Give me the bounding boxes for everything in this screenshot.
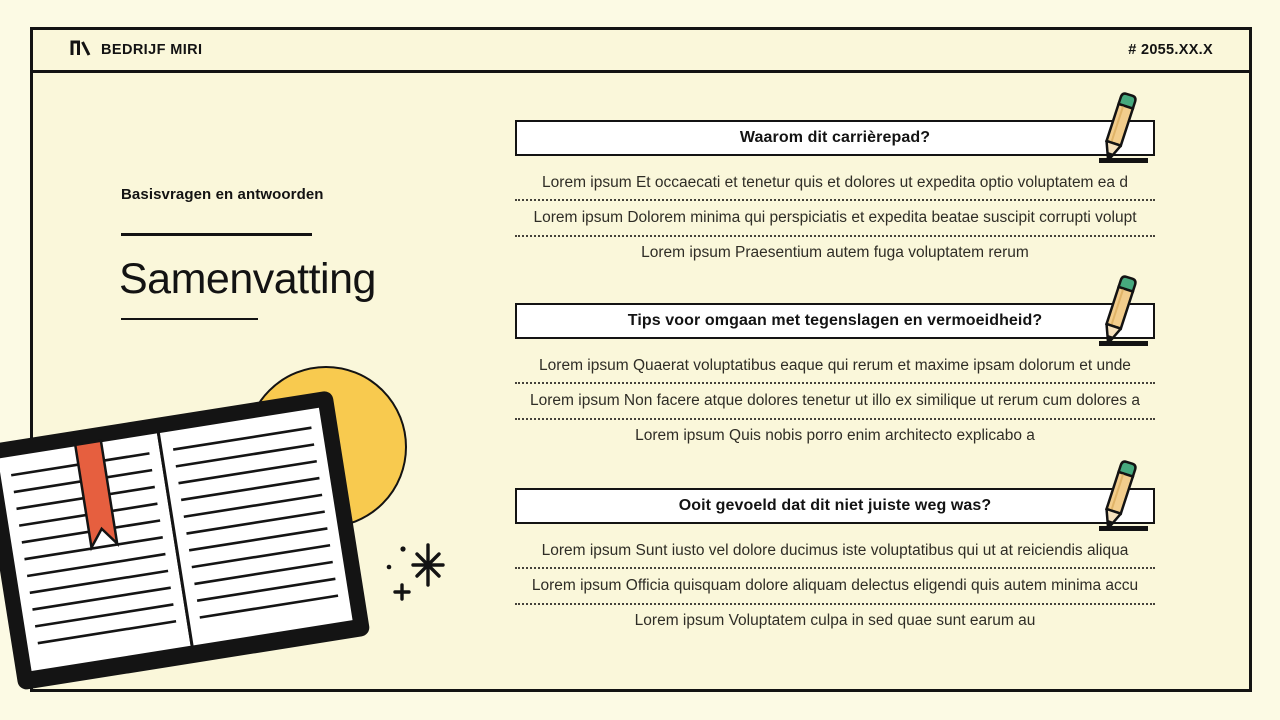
answer-line: Lorem ipsum Quaerat voluptatibus eaque qui rerum et maxime ipsam dolorum et unde — [539, 357, 1131, 374]
question-title: Tips voor omgaan met tegenslagen en vermoeidheid? — [627, 312, 1043, 329]
slide-header — [33, 30, 1249, 73]
question-box-1 — [515, 120, 1155, 156]
answer-line: Lorem ipsum Voluptatem culpa in sed quae sunt earum au — [634, 612, 1036, 629]
answer-line: Lorem ipsum Officia quisquam dolore aliquam delectus eligendi quis autem minima accu — [531, 577, 1139, 594]
open-book-illustration — [0, 376, 388, 712]
question-box-2 — [515, 303, 1155, 339]
answer-line: Lorem ipsum Praesentium autem fuga voluptatem rerum — [641, 244, 1029, 261]
page-title: Samenvatting — [119, 255, 376, 303]
title-underline — [121, 318, 258, 320]
pencil-icon — [1096, 90, 1140, 166]
answer-line: Lorem ipsum Dolorem minima qui perspiciatis et expedita beatae suscipit corrupti volupt — [533, 209, 1137, 226]
answer-line: Lorem ipsum Sunt iusto vel dolore ducimus iste voluptatibus qui ut at reiciendis aliqua — [541, 542, 1129, 559]
pencil-icon — [1096, 273, 1140, 349]
pencil-icon — [1096, 458, 1140, 534]
question-title: Ooit gevoeld dat dit niet juiste weg was? — [678, 497, 992, 514]
dotted-divider — [515, 567, 1155, 569]
qa-section-1 — [515, 120, 1155, 270]
brand — [69, 39, 202, 62]
brand-mark-icon — [69, 39, 93, 62]
eyebrow-heading: Basisvragen en antwoorden — [121, 186, 324, 203]
divider-line-top — [121, 233, 312, 236]
dotted-divider — [515, 382, 1155, 384]
question-title: Waarom dit carrièrepad? — [739, 129, 931, 146]
brand-name: BEDRIJF MIRI — [101, 42, 203, 58]
dotted-divider — [515, 235, 1155, 237]
qa-section-3 — [515, 488, 1155, 638]
dotted-divider — [515, 418, 1155, 420]
question-box-3 — [515, 488, 1155, 524]
answer-line: Lorem ipsum Non facere atque dolores tenetur ut illo ex similique ut rerum cum dolores a — [530, 392, 1140, 409]
dotted-divider — [515, 199, 1155, 201]
answer-line: Lorem ipsum Quis nobis porro enim architecto explicabo a — [635, 427, 1035, 444]
dotted-divider — [515, 603, 1155, 605]
sparkle-icon — [372, 532, 472, 622]
qa-section-2 — [515, 303, 1155, 453]
answer-line: Lorem ipsum Et occaecati et tenetur quis et dolores ut expedita optio voluptatem ea d — [542, 174, 1128, 191]
slide-code: # 2055.XX.X — [1128, 42, 1213, 58]
